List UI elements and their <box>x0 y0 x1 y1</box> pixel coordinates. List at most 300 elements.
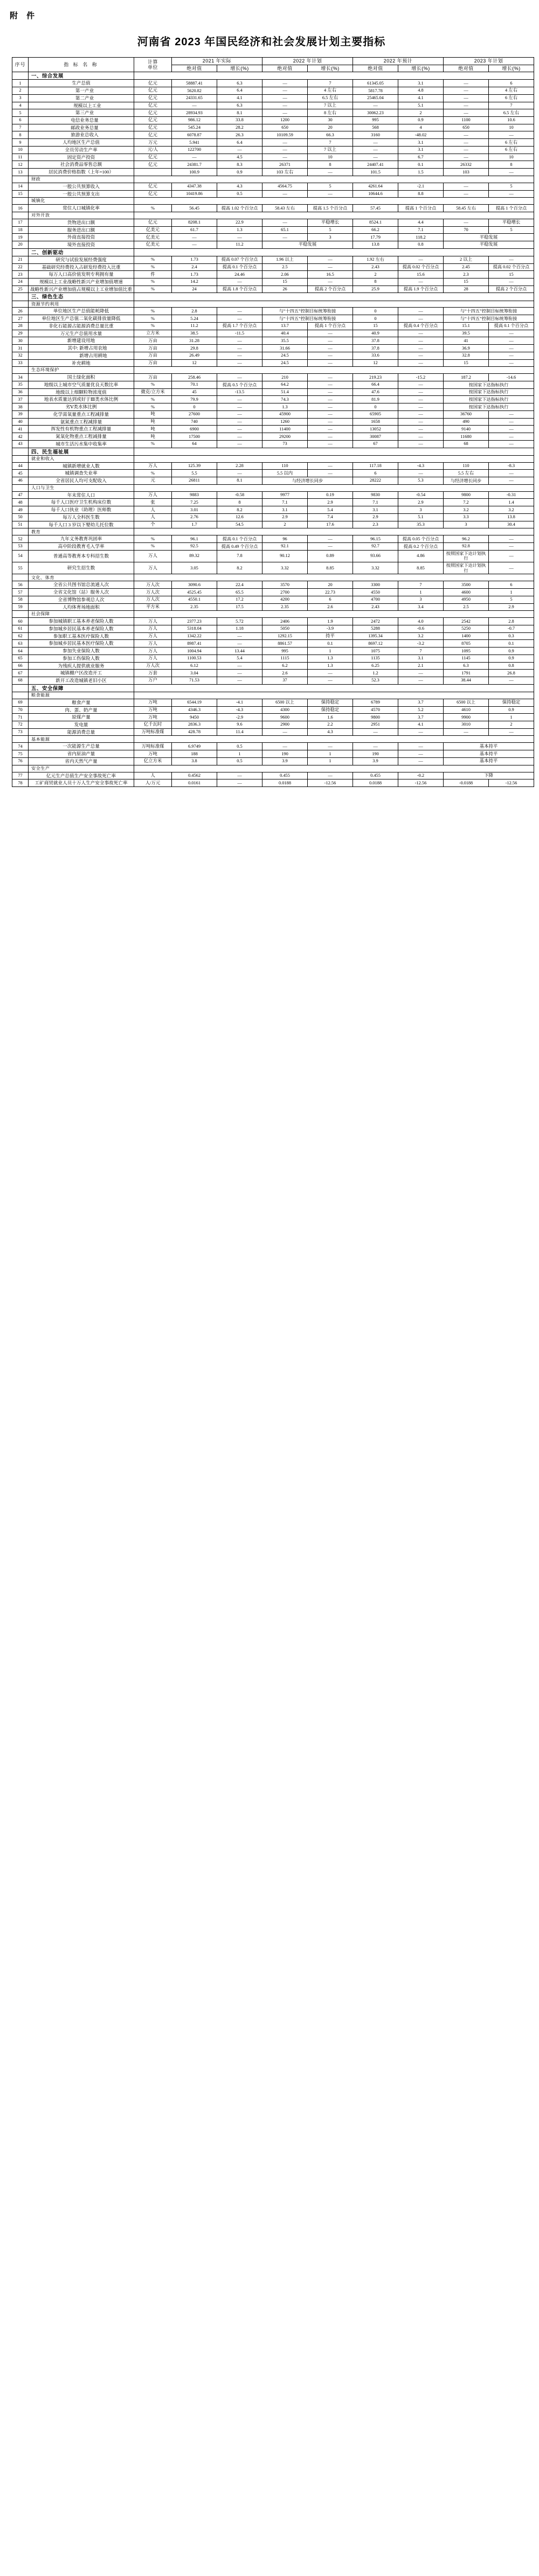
cell-forecast-2022-growth: — <box>398 381 444 389</box>
indicator-unit: 万人 <box>134 648 172 655</box>
indicator-name: 城镇棚户区改造开工 <box>29 670 134 677</box>
section-label: 教育 <box>29 528 134 535</box>
table-row <box>12 426 534 433</box>
table-row <box>12 625 534 632</box>
cell-actual-2021-value: 0 <box>172 403 217 411</box>
row-index: 40 <box>12 418 29 426</box>
cell-plan-2023-value: — <box>444 87 489 95</box>
cell-actual-2021-growth: -4.1 <box>217 699 262 706</box>
cell-plan-2022-value: 6500 以上 <box>262 699 308 706</box>
cell-forecast-2022-growth: 3.7 <box>398 699 444 706</box>
cell-forecast-2022-growth: -0.2 <box>398 772 444 779</box>
col-group-2023-plan: 2023 年计划 <box>444 58 534 65</box>
cell-actual-2021-value: 24381.7 <box>172 161 217 169</box>
cell-actual-2021-value: 986.12 <box>172 116 217 124</box>
cell-plan-2023-value: — <box>444 219 489 226</box>
table-row <box>12 388 534 396</box>
indicator-unit: 万吨 <box>134 714 172 721</box>
cell-plan-2023-growth: 10 <box>489 154 534 161</box>
cell-plan-2022-value: 73 <box>262 440 308 448</box>
row-index: 52 <box>12 535 29 543</box>
cell-forecast-2022-value: 2.43 <box>353 263 398 271</box>
section-label: 财政 <box>29 176 134 183</box>
cell-plan-2022-value: 35.5 <box>262 337 308 345</box>
cell-actual-2021-value: 92.5 <box>172 543 217 551</box>
cell-forecast-2022-growth: — <box>398 470 444 477</box>
cell-plan-2023-value: — <box>444 190 489 198</box>
table-row <box>12 550 534 562</box>
table-row <box>12 648 534 655</box>
row-index: 11 <box>12 154 29 161</box>
cell-actual-2021-growth: 11.2 <box>217 241 262 248</box>
cell-plan-2022-growth: 持平 <box>308 632 353 640</box>
cell-plan-2022-value: 3.9 <box>262 757 308 765</box>
cell-actual-2021-value: 2.35 <box>172 603 217 611</box>
cell-plan-2022-value: 13.7 <box>262 322 308 330</box>
cell-plan-2022-growth: 2.6 <box>308 603 353 611</box>
table-row <box>12 655 534 662</box>
cell-plan-2022-value: 31.66 <box>262 345 308 352</box>
cell-actual-2021-value: 79.9 <box>172 396 217 403</box>
section-label: 生态环境保护 <box>29 367 134 374</box>
empty-cells <box>134 448 534 455</box>
cell-actual-2021-value: 6078.87 <box>172 131 217 139</box>
indicator-unit: 万人 <box>134 491 172 499</box>
cell-forecast-2022-growth: 3.2 <box>398 632 444 640</box>
col-header-unit <box>134 58 172 72</box>
cell-plan-2023-value: 与经济增长同步 <box>444 477 489 485</box>
indicator-name: 居民消费价格指数（上年=100） <box>29 169 134 176</box>
cell-forecast-2022-growth: — <box>398 670 444 677</box>
cell-forecast-2022-value: 0 <box>353 403 398 411</box>
cell-forecast-2022-growth: 3.1 <box>398 655 444 662</box>
cell-plan-2022-growth: 20 <box>308 124 353 131</box>
cell-actual-2021-value: 3.05 <box>172 562 217 574</box>
cell-actual-2021-value: 70.1 <box>172 381 217 389</box>
cell-actual-2021-value: 5.941 <box>172 139 217 147</box>
cell-plan-2023-value: — <box>444 146 489 154</box>
cell-plan-2023-growth: 13.8 <box>489 513 534 521</box>
cell-plan-2022-growth: — <box>308 418 353 426</box>
cell-forecast-2022-growth: 提高 1.9 个百分点 <box>398 286 444 293</box>
indicator-unit: 亿元 <box>134 190 172 198</box>
cell-actual-2021-growth: 13.44 <box>217 648 262 655</box>
row-index: 62 <box>12 632 29 640</box>
cell-plan-2023-value: 7.2 <box>444 499 489 506</box>
cell-forecast-2022-value: 47.6 <box>353 388 398 396</box>
table-row <box>12 219 534 226</box>
row-index: 50 <box>12 513 29 521</box>
cell-forecast-2022-value: 1.2 <box>353 670 398 677</box>
row-index <box>12 574 29 581</box>
cell-plan-2022-value: 51.4 <box>262 388 308 396</box>
table-row <box>12 772 534 779</box>
cell-actual-2021-value: 26.49 <box>172 352 217 359</box>
cell-plan-2022-growth: 4 左右 <box>308 87 353 95</box>
cell-plan-2022-value: 64.2 <box>262 381 308 389</box>
col-header-index: 序号 <box>12 58 29 72</box>
section-label: 五、安全保障 <box>29 684 134 692</box>
cell-plan-2023-growth: 0.9 <box>489 648 534 655</box>
row-index: 61 <box>12 625 29 632</box>
indicator-unit: 万人次 <box>134 589 172 596</box>
cell-plan-2022-value: 5050 <box>262 625 308 632</box>
cell-actual-2021-growth: 7.8 <box>217 550 262 562</box>
cell-forecast-2022-value: 0 <box>353 308 398 315</box>
cell-plan-2023-growth: 6 <box>489 80 534 87</box>
cell-forecast-2022-value: 0 <box>353 315 398 323</box>
cell-plan-2023-growth: -14.6 <box>489 374 534 381</box>
indicator-name: 发电量 <box>29 721 134 729</box>
row-index: 59 <box>12 603 29 611</box>
cell-forecast-2022-growth: — <box>398 359 444 367</box>
cell-plan-2023-value: 70 <box>444 226 489 234</box>
cell-plan-2022-growth: -12.56 <box>308 779 353 787</box>
row-index: 13 <box>12 169 29 176</box>
indicator-name: 单位地区生产总值二氧化碳排放量降低 <box>29 315 134 323</box>
cell-plan-2022-growth: — <box>308 396 353 403</box>
cell-actual-2021-value: 5.5 <box>172 470 217 477</box>
row-index <box>12 528 29 535</box>
cell-plan-2022-growth: — <box>308 263 353 271</box>
cell-plan-2023-growth: — <box>489 190 534 198</box>
cell-forecast-2022-growth: -15.2 <box>398 374 444 381</box>
cell-plan-2023-growth: — <box>489 256 534 263</box>
cell-forecast-2022-value: 0.455 <box>353 772 398 779</box>
table-row <box>12 743 534 750</box>
cell-plan-2023-value: 2.45 <box>444 263 489 271</box>
cell-forecast-2022-growth: 3.7 <box>398 714 444 721</box>
indicator-name: 邮政业务总量 <box>29 124 134 131</box>
cell-actual-2021-value: 4346.3 <box>172 706 217 714</box>
cell-plan-2022-value: 2 <box>262 521 308 528</box>
cell-plan-2023-value: -0.0188 <box>444 779 489 787</box>
cell-forecast-2022-value: 30062.23 <box>353 109 398 117</box>
cell-actual-2021-value: 8987.41 <box>172 640 217 648</box>
row-index: 36 <box>12 388 29 396</box>
cell-forecast-2022-growth: — <box>398 256 444 263</box>
cell-forecast-2022-value: 3.9 <box>353 757 398 765</box>
cell-plan-2023-value: 5.5 左右 <box>444 470 489 477</box>
indicator-unit: % <box>134 440 172 448</box>
cell-forecast-2022-value: 2.43 <box>353 603 398 611</box>
table-row <box>12 433 534 441</box>
cell-forecast-2022-value: 0.0188 <box>353 779 398 787</box>
indicator-name: 九年义务教育巩固率 <box>29 535 134 543</box>
table-body <box>12 72 534 787</box>
cell-plan-2023-value: 9900 <box>444 714 489 721</box>
row-index: 64 <box>12 648 29 655</box>
cell-plan-2022-value: 9977 <box>262 491 308 499</box>
cell-plan-2022-value: 8861.57 <box>262 640 308 648</box>
cell-forecast-2022-growth: 118.2 <box>398 234 444 241</box>
cell-forecast-2022-value: 1395.34 <box>353 632 398 640</box>
cell-actual-2021-growth: 提高 0.1 个百分点 <box>217 535 262 543</box>
cell-actual-2021-value: 1.73 <box>172 271 217 279</box>
row-index: 69 <box>12 699 29 706</box>
indicator-unit: 亿元 <box>134 161 172 169</box>
cell-actual-2021-growth: — <box>217 374 262 381</box>
cell-actual-2021-growth: 5.4 <box>217 655 262 662</box>
subsection-header-row <box>12 765 534 772</box>
subsection-header-row <box>12 198 534 205</box>
cell-actual-2021-growth: — <box>217 470 262 477</box>
table-row <box>12 256 534 263</box>
row-index: 44 <box>12 462 29 470</box>
cell-actual-2021-value: 6900 <box>172 426 217 433</box>
attachment-label: 附 件 <box>10 11 38 20</box>
cell-plan-2022-value: — <box>262 94 308 102</box>
cell-plan-2023-value: 1095 <box>444 648 489 655</box>
row-index: 20 <box>12 241 29 248</box>
col-group-2021-actual: 2021 年实际 <box>172 58 262 65</box>
empty-cells <box>134 198 534 205</box>
indicator-name: 常住人口城镇化率 <box>29 205 134 212</box>
cell-plan-2022-growth: 提高 1 个百分点 <box>308 322 353 330</box>
table-row <box>12 359 534 367</box>
cell-forecast-2022-value: 13.8 <box>353 241 398 248</box>
cell-plan-2023-growth: — <box>489 477 534 485</box>
cell-plan-2023-value: 3 <box>444 521 489 528</box>
cell-forecast-2022-value: — <box>353 728 398 736</box>
table-row <box>12 410 534 418</box>
cell-plan-2023-growth: 4 左右 <box>489 87 534 95</box>
row-index: 12 <box>12 161 29 169</box>
cell-forecast-2022-value: 4261.64 <box>353 183 398 190</box>
cell-plan-2022-growth: 6.5 左右 <box>308 94 353 102</box>
col-header-growth-2022fc: 增长(%) <box>398 65 444 72</box>
indicator-unit: 吨 <box>134 433 172 441</box>
table-row <box>12 714 534 721</box>
cell-plan-2023-growth: — <box>489 470 534 477</box>
cell-actual-2021-growth: 6.4 <box>217 87 262 95</box>
row-index: 14 <box>12 183 29 190</box>
cell-plan-2022-growth: — <box>308 374 353 381</box>
cell-forecast-2022-growth: 4.86 <box>398 550 444 562</box>
row-index: 42 <box>12 433 29 441</box>
cell-actual-2021-growth: 22.4 <box>217 581 262 589</box>
cell-actual-2021-value: 4525.45 <box>172 589 217 596</box>
cell-plan-2022-value: 29200 <box>262 433 308 441</box>
indicator-unit: 亿美元 <box>134 226 172 234</box>
empty-cells <box>134 212 534 219</box>
indicator-unit: 亿元 <box>134 219 172 226</box>
cell-forecast-2022-growth: — <box>398 308 444 315</box>
cell-actual-2021-value: 3.8 <box>172 757 217 765</box>
indicator-name: 规模以上工业战略性新兴产业增加值增速 <box>29 279 134 286</box>
cell-actual-2021-value: 0.0161 <box>172 779 217 787</box>
table-row <box>12 603 534 611</box>
cell-forecast-2022-growth: — <box>398 352 444 359</box>
cell-forecast-2022-growth: 5.1 <box>398 513 444 521</box>
cell-forecast-2022-value: — <box>353 743 398 750</box>
cell-plan-2022-value: 1260 <box>262 418 308 426</box>
cell-plan-2023-value: 平稳发展 <box>444 241 534 248</box>
indicator-unit: 万吨 <box>134 750 172 758</box>
table-row <box>12 418 534 426</box>
cell-forecast-2022-growth: 4 <box>398 124 444 131</box>
indicator-unit: 万人 <box>134 655 172 662</box>
indicator-name: 一般公共预算收入 <box>29 183 134 190</box>
subsection-header-row <box>12 484 534 491</box>
indicator-unit: 万亩 <box>134 337 172 345</box>
table-row <box>12 241 534 248</box>
cell-plan-2022-growth: 2.9 <box>308 499 353 506</box>
row-index: 58 <box>12 596 29 603</box>
cell-forecast-2022-value: — <box>353 139 398 147</box>
subsection-header-row <box>12 736 534 743</box>
cell-plan-2022-value: 与“十四五”控制目标统筹衔接 <box>262 308 353 315</box>
section-label: 基本能源 <box>29 736 134 743</box>
cell-plan-2022-growth: — <box>308 462 353 470</box>
cell-plan-2023-value: 1145 <box>444 655 489 662</box>
cell-forecast-2022-growth: -48.02 <box>398 131 444 139</box>
indicator-name: 每万人口高价值发明专利拥有量 <box>29 271 134 279</box>
cell-plan-2023-value: 4600 <box>444 589 489 596</box>
table-row <box>12 640 534 648</box>
cell-forecast-2022-growth: 5.3 <box>398 477 444 485</box>
cell-plan-2022-value: 1115 <box>262 655 308 662</box>
row-index: 5 <box>12 109 29 117</box>
cell-plan-2023-value: 38.44 <box>444 677 489 685</box>
cell-forecast-2022-value: 101.5 <box>353 169 398 176</box>
cell-plan-2023-growth: 5 <box>489 183 534 190</box>
table-row <box>12 271 534 279</box>
cell-actual-2021-growth: 提高 0.49 个百分点 <box>217 543 262 551</box>
cell-forecast-2022-value: 5817.78 <box>353 87 398 95</box>
cell-actual-2021-value: — <box>172 234 217 241</box>
cell-forecast-2022-growth: — <box>398 440 444 448</box>
cell-forecast-2022-value: 9800 <box>353 714 398 721</box>
table-row <box>12 116 534 124</box>
cell-plan-2022-growth: — <box>308 670 353 677</box>
cell-forecast-2022-value: 30087 <box>353 433 398 441</box>
cell-plan-2022-growth: 7 以上 <box>308 146 353 154</box>
cell-forecast-2022-value: 2 <box>353 271 398 279</box>
cell-plan-2023-value: 6.3 <box>444 662 489 670</box>
cell-actual-2021-value: 8208.1 <box>172 219 217 226</box>
row-index: 9 <box>12 139 29 147</box>
cell-plan-2023-growth: 6 左右 <box>489 139 534 147</box>
cell-actual-2021-value: 1004.94 <box>172 648 217 655</box>
cell-forecast-2022-value: 6789 <box>353 699 398 706</box>
cell-actual-2021-value: 96.1 <box>172 535 217 543</box>
indicator-unit: 万亩 <box>134 374 172 381</box>
cell-plan-2023-value: 96.2 <box>444 535 489 543</box>
cell-plan-2023-growth: — <box>489 337 534 345</box>
indicator-name: 第一产业 <box>29 87 134 95</box>
cell-plan-2022-value: 24.5 <box>262 359 308 367</box>
cell-forecast-2022-growth: 3.1 <box>398 139 444 147</box>
cell-forecast-2022-growth: -4.3 <box>398 462 444 470</box>
cell-plan-2023-value: 9140 <box>444 426 489 433</box>
cell-forecast-2022-value: 66.2 <box>353 226 398 234</box>
cell-plan-2022-growth: — <box>308 190 353 198</box>
cell-actual-2021-value: 4347.38 <box>172 183 217 190</box>
cell-plan-2022-value: — <box>262 190 308 198</box>
cell-plan-2022-growth: 保持稳定 <box>308 699 353 706</box>
cell-actual-2021-growth: 5.72 <box>217 618 262 625</box>
cell-plan-2023-value: 5250 <box>444 625 489 632</box>
cell-forecast-2022-growth: 3 <box>398 506 444 514</box>
cell-actual-2021-value: 122700 <box>172 146 217 154</box>
cell-forecast-2022-value: 37.8 <box>353 337 398 345</box>
cell-forecast-2022-growth: — <box>398 433 444 441</box>
cell-plan-2023-value: 28 <box>444 286 489 293</box>
cell-plan-2023-value: 平稳发展 <box>444 234 534 241</box>
table-row <box>12 757 534 765</box>
empty-cells <box>134 248 534 256</box>
cell-plan-2022-value: 平稳发展 <box>262 241 353 248</box>
col-group-2022-forecast: 2022 年预计 <box>353 58 444 65</box>
cell-actual-2021-growth: 1 <box>217 750 262 758</box>
cell-forecast-2022-value: 67 <box>353 440 398 448</box>
section-header-row <box>12 72 534 80</box>
indicator-name: 粮食产量 <box>29 699 134 706</box>
col-group-2022-plan: 2022 年计划 <box>262 58 353 65</box>
indicator-unit: 万元 <box>134 139 172 147</box>
row-index: 2 <box>12 87 29 95</box>
cell-actual-2021-value: 3090.6 <box>172 581 217 589</box>
cell-forecast-2022-growth: -3.2 <box>398 640 444 648</box>
cell-actual-2021-growth: -11.5 <box>217 330 262 337</box>
cell-actual-2021-growth: — <box>217 308 262 315</box>
indicator-name: 每千人口 3 岁以下婴幼儿托位数 <box>29 521 134 528</box>
cell-plan-2022-growth: 7 <box>308 80 353 87</box>
cell-actual-2021-value: 61.7 <box>172 226 217 234</box>
empty-cells <box>134 72 534 80</box>
cell-actual-2021-growth: 28.2 <box>217 124 262 131</box>
indicator-unit: 亿元 <box>134 131 172 139</box>
indicator-unit: % <box>134 535 172 543</box>
cell-plan-2023-growth: — <box>489 345 534 352</box>
row-index: 48 <box>12 499 29 506</box>
indicator-name: 省内天然气产量 <box>29 757 134 765</box>
cell-actual-2021-value: 10419.86 <box>172 190 217 198</box>
cell-plan-2023-growth: 0.3 <box>489 632 534 640</box>
document-page <box>0 0 539 787</box>
cell-forecast-2022-growth: — <box>398 677 444 685</box>
table-row <box>12 543 534 551</box>
row-index: 35 <box>12 381 29 389</box>
cell-plan-2023-growth: 0.9 <box>489 706 534 714</box>
indicator-unit: 万人 <box>134 462 172 470</box>
indicator-name: 年末常住人口 <box>29 491 134 499</box>
row-index: 77 <box>12 772 29 779</box>
indicator-unit: 立方米 <box>134 330 172 337</box>
cell-plan-2023-growth: — <box>489 440 534 448</box>
cell-forecast-2022-value: 25465.04 <box>353 94 398 102</box>
cell-plan-2022-value: 40.4 <box>262 330 308 337</box>
row-index: 72 <box>12 721 29 729</box>
section-label: 资源节约利用 <box>29 301 134 308</box>
indicator-name: 新开工改造城镇老旧小区 <box>29 677 134 685</box>
indicator-unit: 万人 <box>134 632 172 640</box>
cell-forecast-2022-value: — <box>353 146 398 154</box>
cell-forecast-2022-growth: 6.7 <box>398 154 444 161</box>
subsection-header-row <box>12 528 534 535</box>
col-header-growth-2023plan: 增长(%) <box>489 65 534 72</box>
row-index: 46 <box>12 477 29 485</box>
cell-actual-2021-value: 2836.3 <box>172 721 217 729</box>
col-header-growth-2021: 增长(%) <box>217 65 262 72</box>
cell-actual-2021-growth: — <box>217 640 262 648</box>
cell-actual-2021-growth: 6.3 <box>217 80 262 87</box>
cell-forecast-2022-value: 8 <box>353 279 398 286</box>
cell-plan-2022-growth: — <box>308 426 353 433</box>
cell-forecast-2022-value: 3.32 <box>353 562 398 574</box>
row-index: 4 <box>12 102 29 109</box>
